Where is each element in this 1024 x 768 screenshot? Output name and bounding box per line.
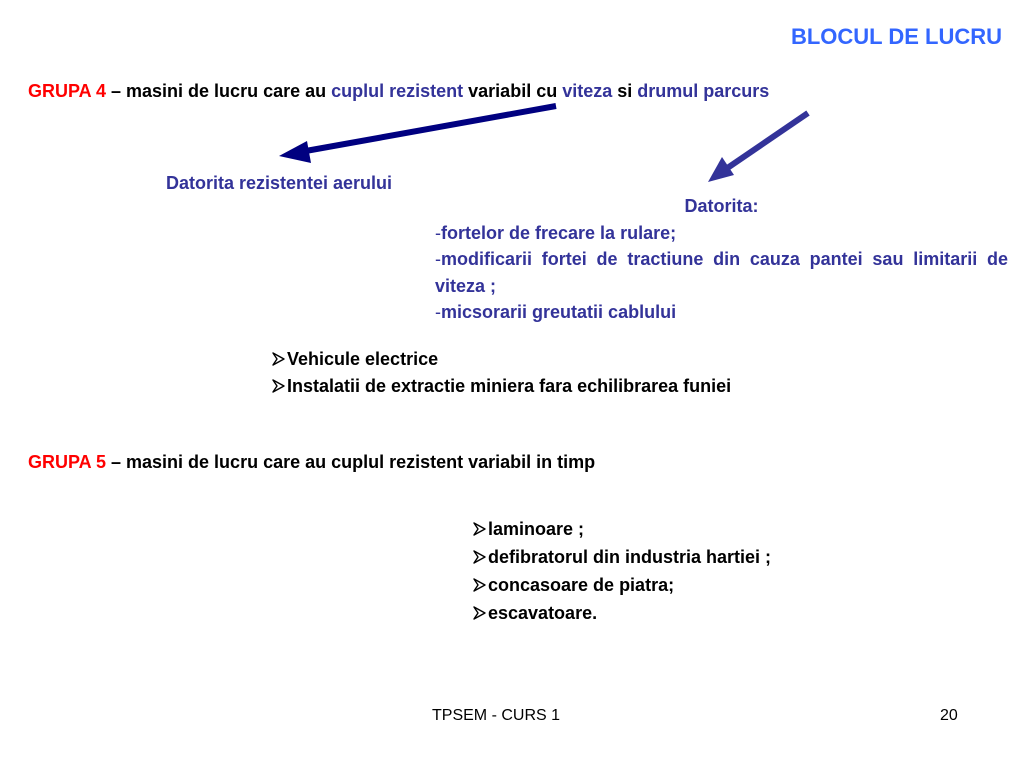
group5-text: – masini de lucru care au cuplul rezistent variabil in timp xyxy=(106,452,596,472)
group4-highlight-viteza: viteza xyxy=(562,81,613,101)
group4-label: GRUPA 4 xyxy=(28,81,107,101)
list-item xyxy=(272,346,731,373)
arrow-bullet-icon xyxy=(473,522,486,536)
dash-bullet: - xyxy=(435,222,441,243)
arrow-bullet-icon xyxy=(272,379,285,393)
list-item-text: Vehicule electrice xyxy=(287,349,439,369)
group4-text-3: si xyxy=(612,81,638,101)
list-item-text: Instalatii de extractie miniera fara echilibrarea funiei xyxy=(287,376,732,396)
list-item-text: concasoare de piatra; xyxy=(488,575,675,595)
group4-highlight-cuplul: cuplul rezistent xyxy=(331,81,464,101)
list-item-text: escavatoare. xyxy=(488,603,598,623)
group4-text-2: variabil cu xyxy=(463,81,563,101)
dash-bullet: - xyxy=(435,249,441,269)
list-item-text: defibratorul din industria hartiei ; xyxy=(488,547,772,567)
group5-heading xyxy=(28,452,595,473)
reason-text: micsorarii greutatii cablului xyxy=(441,302,677,322)
reasons-title: Datorita: xyxy=(684,196,759,216)
reason-item xyxy=(435,246,1008,299)
footer-course-label: TPSEM - CURS 1 xyxy=(432,707,561,724)
arrow-bullet-icon xyxy=(473,578,486,592)
list-item xyxy=(473,571,771,599)
group5-examples-list xyxy=(473,515,771,627)
reason-text: modificarii fortei de tractiune din cauza pantei sau limitarii de viteza ; xyxy=(435,249,1008,296)
group4-examples-list xyxy=(272,346,731,400)
list-item xyxy=(473,599,771,627)
air-resistance-note: Datorita rezistentei aerului xyxy=(165,173,393,193)
dash-bullet: - xyxy=(435,302,441,322)
arrow-right-icon xyxy=(708,113,808,182)
list-item xyxy=(473,515,771,543)
arrow-bullet-icon xyxy=(473,606,486,620)
slide-title: BLOCUL DE LUCRU xyxy=(790,24,1002,49)
group4-highlight-drumul: drumul parcurs xyxy=(637,81,770,101)
group4-text-1: – masini de lucru care au xyxy=(106,81,332,101)
arrow-bullet-icon xyxy=(272,352,285,366)
list-item xyxy=(272,373,731,400)
list-item xyxy=(473,543,771,571)
arrow-bullet-icon xyxy=(473,550,486,564)
reason-item xyxy=(435,299,1008,326)
group5-label: GRUPA 5 xyxy=(28,452,107,472)
list-item-text: laminoare ; xyxy=(488,519,585,539)
arrow-left-icon xyxy=(279,106,556,163)
reasons-block xyxy=(435,193,1008,326)
page-number: 20 xyxy=(940,707,958,724)
reason-item xyxy=(435,220,1008,247)
reason-text: fortelor de frecare la rulare; xyxy=(441,222,677,243)
